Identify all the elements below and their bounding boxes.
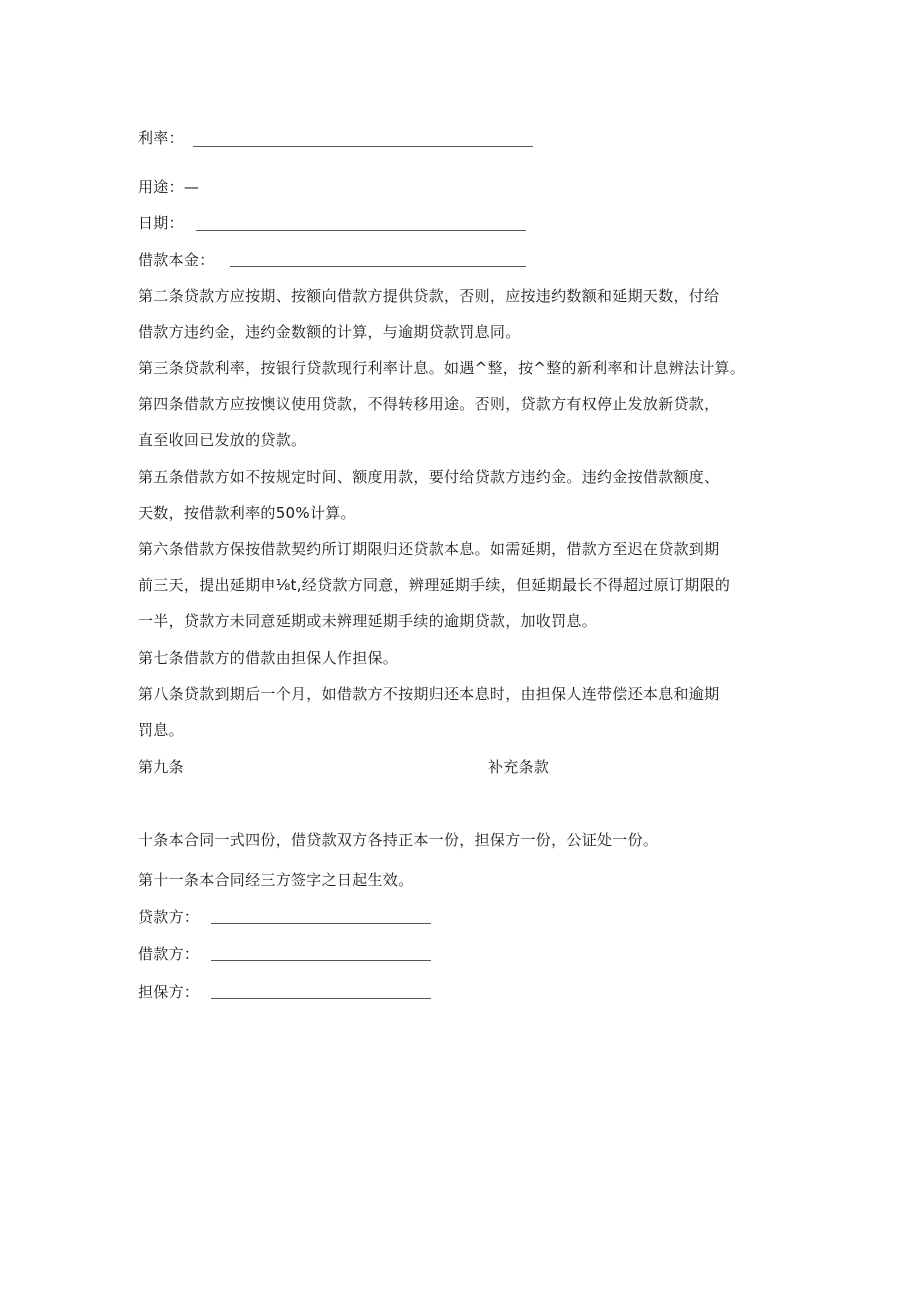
clause-8-line-2: 罚息。 (138, 721, 184, 739)
guarantor-signature-blank[interactable] (211, 998, 431, 999)
clause-4-line-2: 直至收回已发放的贷款。 (138, 431, 307, 449)
clause-11-line-1: 第十一条本合同经三方签字之日起生效。 (138, 871, 414, 889)
clause-9-title: 补充条款 (488, 758, 550, 776)
clause-10-line-1: 十条本合同一式四份，借贷款双方各持正本一份，担保方一份，公证处一份。 (138, 831, 659, 849)
clause-3-line-1: 第三条贷款利率，按银行贷款现行利率计息。如遇^整，按^整的新利率和计息辨法计算。 (138, 359, 746, 377)
clause-7-line-1: 第七条借款方的借款由担保人作担保。 (138, 649, 399, 667)
clause-6-line-2: 前三天，提出延期申⅛t,经贷款方同意，辨理延期手续，但延期最长不得超过原订期限的 (138, 576, 731, 594)
clause-6-line-1: 第六条借款方保按借款契约所订期限归还贷款本息。如需延期，借款方至迟在贷款到期 (138, 540, 720, 558)
guarantor-signature-label: 担保方： (138, 983, 200, 1001)
purpose-label: 用途：— (138, 178, 200, 196)
principal-blank[interactable] (230, 266, 526, 267)
clause-9-label: 第九条 (138, 758, 184, 776)
clause-5-line-2: 天数，按借款利率的50%计算。 (138, 504, 356, 522)
clause-2-line-2: 借款方违约金，违约金数额的计算，与逾期贷款罚息同。 (138, 323, 521, 341)
date-label: 日期： (138, 214, 184, 232)
clause-4-line-1: 第四条借款方应按懊议使用贷款，不得转移用途。否则，贷款方有权停止发放新贷款， (138, 395, 720, 413)
principal-label: 借款本金： (138, 251, 215, 269)
clause-6-line-3: 一半，贷款方未同意延期或未辨理延期手续的逾期贷款，加收罚息。 (138, 612, 598, 630)
lender-signature-blank[interactable] (211, 923, 431, 924)
clause-8-line-1: 第八条贷款到期后一个月，如借款方不按期归还本息时，由担保人连带偿还本息和逾期 (138, 685, 720, 703)
borrower-signature-label: 借款方： (138, 945, 200, 963)
rate-label: 利率： (138, 129, 184, 147)
lender-signature-label: 贷款方： (138, 908, 200, 926)
clause-5-line-1: 第五条借款方如不按规定时间、额度用款，要付给贷款方违约金。违约金按借款额度、 (138, 468, 720, 486)
date-blank[interactable] (196, 230, 526, 231)
borrower-signature-blank[interactable] (211, 960, 431, 961)
rate-blank[interactable] (193, 146, 533, 147)
clause-2-line-1: 第二条贷款方应按期、按额向借款方提供贷款，否则，应按违约数额和延期天数，付给 (138, 287, 720, 305)
